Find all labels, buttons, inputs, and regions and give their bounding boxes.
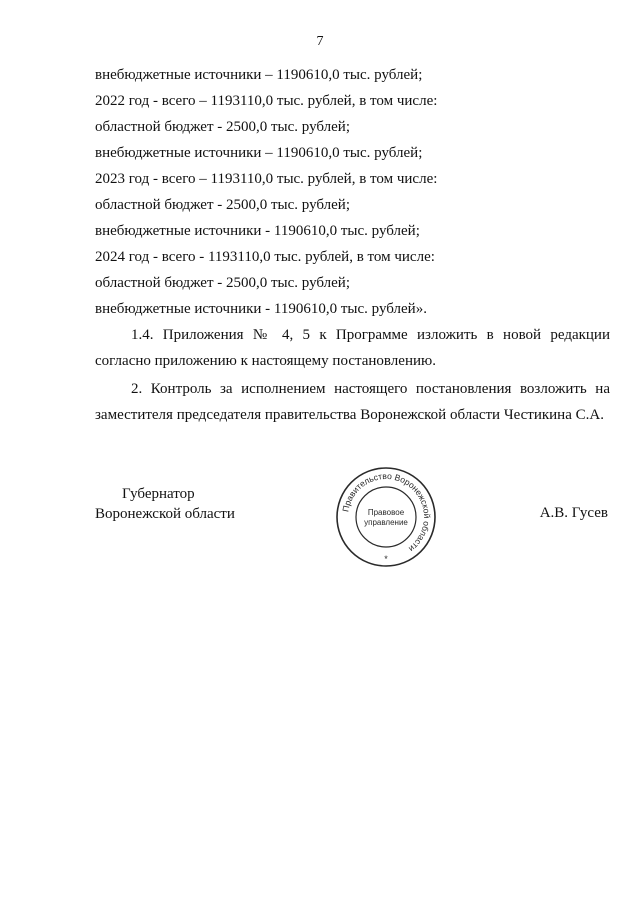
- paragraph-2-first-line: 2. Контроль за исполнением настоящего постановления возложить на: [131, 381, 610, 397]
- text-line: внебюджетные источники - 1190610,0 тыс. рублей;: [95, 223, 420, 239]
- text-line: 2022 год - всего – 1193110,0 тыс. рублей, в том числе:: [95, 93, 438, 109]
- official-seal: [334, 465, 438, 569]
- seal-star: *: [384, 554, 388, 564]
- text-line: 2024 год - всего - 1193110,0 тыс. рублей, в том числе:: [95, 249, 435, 265]
- seal-inner-line-2: управление: [364, 518, 408, 527]
- text-line: внебюджетные источники – 1190610,0 тыс. рублей;: [95, 67, 423, 83]
- text-line: областной бюджет - 2500,0 тыс. рублей;: [95, 197, 350, 213]
- text-line: областной бюджет - 2500,0 тыс. рублей;: [95, 275, 350, 291]
- paragraph-2-rest: заместителя председателя правительства Воронежской области Честикина С.А.: [95, 407, 604, 423]
- signer-position: Губернатор: [122, 486, 195, 502]
- page-number: 7: [316, 34, 324, 49]
- paragraph-1-4: [95, 322, 610, 374]
- text-line: областной бюджет - 2500,0 тыс. рублей;: [95, 119, 350, 135]
- seal-inner-line-1: Правовое: [367, 508, 405, 517]
- text-line: 2023 год - всего – 1193110,0 тыс. рублей, в том числе:: [95, 171, 438, 187]
- paragraph-1-4-first-line: 1.4. Приложения № 4, 5 к Программе изложить в новой редакции: [131, 327, 610, 343]
- text-line: внебюджетные источники – 1190610,0 тыс. рублей;: [95, 145, 423, 161]
- signer-title: [95, 484, 235, 524]
- paragraph-1-4-rest: согласно приложению к настоящему постановлению.: [95, 353, 436, 369]
- paragraph-2: [95, 376, 610, 428]
- seal-outer-text: Правительство Воронежской области: [340, 470, 433, 555]
- signer-region: Воронежской области: [95, 506, 235, 522]
- text-line: внебюджетные источники - 1190610,0 тыс. рублей».: [95, 301, 427, 317]
- signer-name: А.В. Гусев: [539, 505, 608, 521]
